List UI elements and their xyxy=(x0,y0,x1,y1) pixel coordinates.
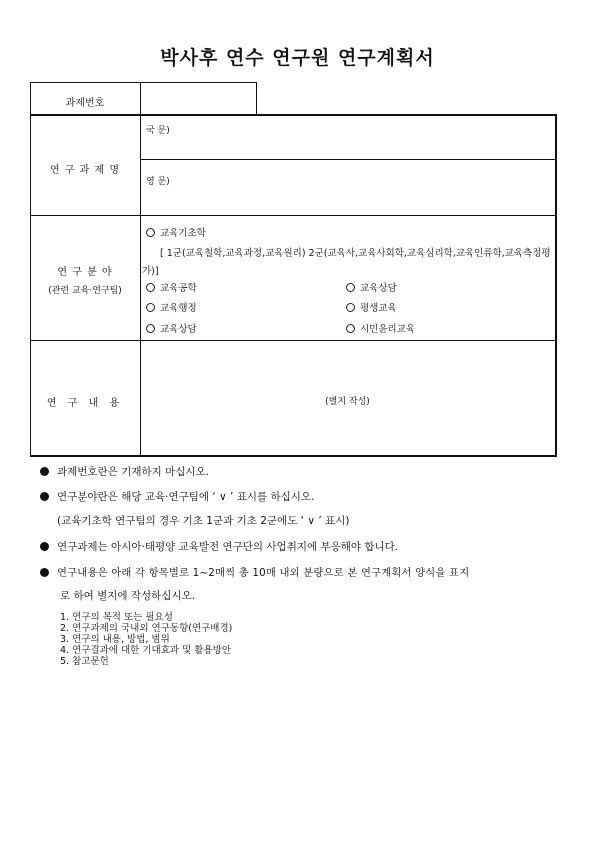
page-title: 박사후 연수 연구원 연구계획서 xyxy=(160,47,435,69)
research-title-label: 연 구 과 제 명 xyxy=(49,165,120,176)
list-item: 5. 참고문헌 xyxy=(60,656,109,667)
research-content-field[interactable]: (별지 작성) xyxy=(325,397,370,407)
list-item: 3. 연구의 내용, 방법, 범위 xyxy=(60,634,170,645)
option-admin[interactable]: 교육행정 xyxy=(146,300,197,314)
research-content-label: 연 구 내 용 xyxy=(46,398,124,409)
foundations-subgroups: [ 1군(교육철학,교육과정,교육원리) 2군(교육사,교육사회학,교육심리학,교육인류학,교육측정평 xyxy=(160,248,551,259)
option-tech[interactable]: 교육공학 xyxy=(146,280,197,294)
option-civic[interactable]: 시민윤리교육 xyxy=(346,321,415,335)
foundations-subgroups-cont: 가)] xyxy=(142,266,159,277)
note-item: 연구분야란은 해당 교육·연구팀에 ‘ ∨ ’ 표시를 하십시오. xyxy=(40,489,314,504)
note-item: 연구과제는 아시아·태평양 교육발전 연구단의 사업취지에 부응해야 합니다. xyxy=(40,539,398,554)
note-subtext: (교육기초학 연구팀의 경우 기초 1군과 기초 2군에도 ‘ ∨ ’ 표시) xyxy=(57,515,350,527)
bullet-icon xyxy=(40,568,49,577)
english-title-field[interactable]: 영 문) xyxy=(146,177,170,187)
korean-title-field[interactable]: 국 문) xyxy=(146,126,170,136)
radio-icon xyxy=(146,228,155,237)
table-border xyxy=(555,114,557,457)
research-plan-form xyxy=(30,82,557,457)
list-item: 4. 연구결과에 대한 기대효과 및 활용방안 xyxy=(60,645,231,656)
option-counseling-right[interactable]: 교육상담 xyxy=(346,280,397,294)
radio-icon xyxy=(146,283,155,292)
note-item: 연구내용은 아래 각 항목별로 1~2매씩 총 10매 내외 분량으로 본 연구계획서 양식을 표지 xyxy=(40,564,469,579)
radio-icon xyxy=(146,324,155,333)
radio-icon xyxy=(346,283,355,292)
note-continuation: 로 하여 별지에 작성하십시오. xyxy=(60,590,196,602)
note-item: 과제번호란은 기재하지 마십시오. xyxy=(40,464,209,479)
research-field-label: 연 구 분 야 xyxy=(57,267,113,278)
table-border xyxy=(30,340,557,341)
radio-icon xyxy=(346,324,355,333)
task-number-label: 과제번호 xyxy=(65,98,105,109)
option-foundations[interactable]: 교육기초학 xyxy=(146,225,206,239)
bullet-icon xyxy=(40,542,49,551)
research-field-sublabel: (관련 교육·연구팀) xyxy=(48,286,122,296)
radio-icon xyxy=(346,303,355,312)
table-border xyxy=(30,82,256,83)
radio-icon xyxy=(146,303,155,312)
bullet-icon xyxy=(40,467,49,476)
list-item: 2. 연구과제의 국내외 연구동향(연구배경) xyxy=(60,623,233,634)
list-item: 1. 연구의 목적 또는 필요성 xyxy=(60,612,173,623)
table-border xyxy=(30,455,557,457)
table-border xyxy=(256,82,257,115)
bullet-icon xyxy=(40,492,49,501)
option-counseling-left[interactable]: 교육상담 xyxy=(146,321,197,335)
table-border xyxy=(140,159,557,160)
table-border xyxy=(30,215,557,216)
option-lifelong[interactable]: 평생교육 xyxy=(346,300,397,314)
table-border xyxy=(30,114,557,116)
